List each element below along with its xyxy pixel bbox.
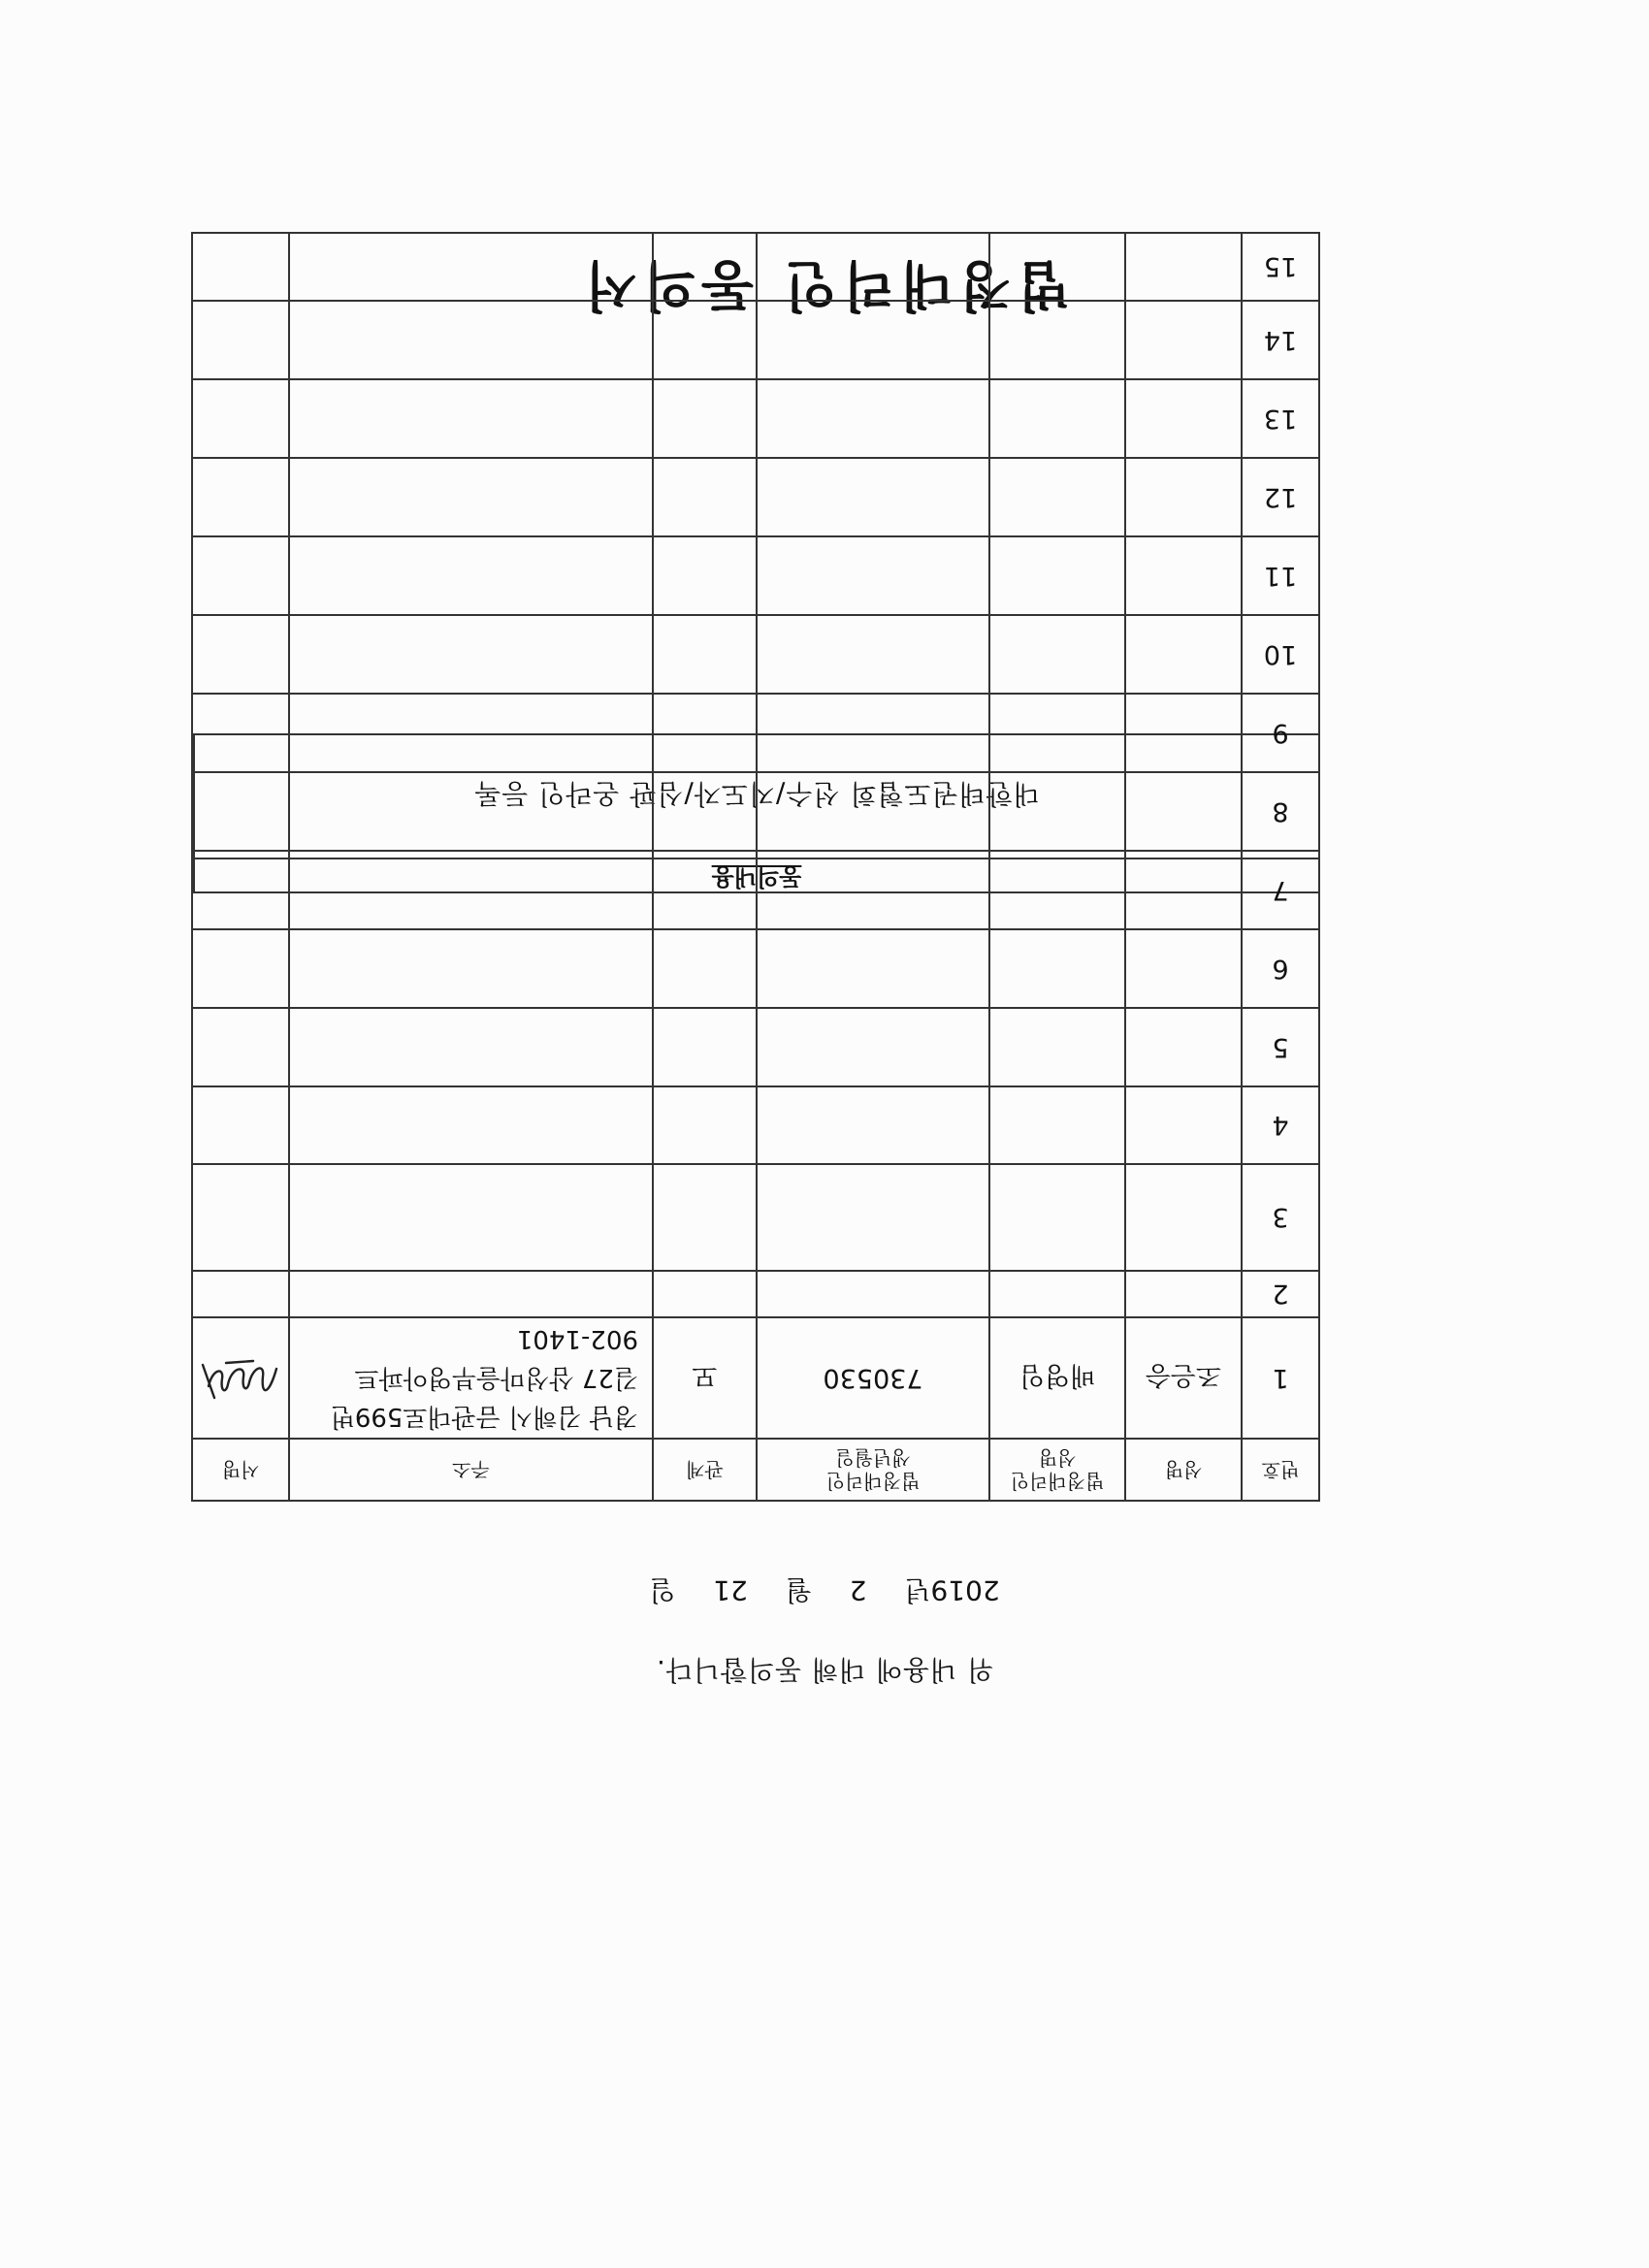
header-name: 성명 bbox=[1125, 1439, 1242, 1501]
row-relation: 모 bbox=[653, 1317, 757, 1439]
header-guardian-name-line2: 성명 bbox=[1038, 1446, 1077, 1470]
date-day: 21 일 bbox=[649, 1574, 748, 1606]
header-guardian-dob-line2: 생년월일 bbox=[835, 1446, 911, 1470]
row-number: 13 bbox=[1242, 379, 1319, 458]
table-row bbox=[192, 458, 1319, 536]
table-row bbox=[192, 615, 1319, 694]
row-guardian-name: 배영임 bbox=[989, 1317, 1125, 1439]
table-row bbox=[192, 301, 1319, 379]
row-number: 15 bbox=[1242, 233, 1319, 301]
table-row bbox=[192, 772, 1319, 851]
header-guardian-name bbox=[989, 1439, 1125, 1501]
header-guardian-dob bbox=[757, 1439, 989, 1501]
table-row bbox=[192, 929, 1319, 1008]
row-number: 1 bbox=[1242, 1317, 1319, 1439]
row-address-line1: 경남 김해시 금관대로599번 bbox=[330, 1402, 638, 1432]
consent-content-text: 대한태권도협회 선수/지도자/심판 온라인 등록 bbox=[473, 778, 1040, 810]
date-month: 2 월 bbox=[785, 1574, 867, 1606]
row-name: 조은승 bbox=[1125, 1317, 1242, 1439]
agreement-statement: 위 내용에 대해 동의합니다. bbox=[655, 1654, 994, 1686]
header-signature: 서명 bbox=[192, 1439, 289, 1501]
header-guardian-name-line1: 법정대리인 bbox=[1010, 1470, 1105, 1493]
row-number: 7 bbox=[1242, 851, 1319, 929]
table-row bbox=[192, 1008, 1319, 1086]
row-number: 12 bbox=[1242, 458, 1319, 536]
handwritten-signature bbox=[195, 1357, 282, 1406]
table-row bbox=[192, 1317, 1319, 1439]
signature-scribble-icon bbox=[195, 1357, 282, 1406]
header-relation: 관계 bbox=[653, 1439, 757, 1501]
table-row bbox=[192, 851, 1319, 929]
table-row bbox=[192, 536, 1319, 615]
row-number: 6 bbox=[1242, 929, 1319, 1008]
table-row bbox=[192, 1271, 1319, 1317]
date-year: 2019년 bbox=[904, 1574, 1000, 1606]
row-address bbox=[289, 1317, 653, 1439]
document-title: 법정대리인 동의서 bbox=[578, 253, 1071, 316]
table-row bbox=[192, 1164, 1319, 1271]
table-header-row bbox=[192, 1439, 1319, 1501]
row-number: 8 bbox=[1242, 772, 1319, 851]
row-number: 11 bbox=[1242, 536, 1319, 615]
table-row bbox=[192, 694, 1319, 772]
row-number: 5 bbox=[1242, 1008, 1319, 1086]
table-row bbox=[192, 1086, 1319, 1164]
row-number: 10 bbox=[1242, 615, 1319, 694]
row-number: 14 bbox=[1242, 301, 1319, 379]
row-signature bbox=[192, 1317, 289, 1439]
row-address-line3: 902-1401 bbox=[516, 1324, 638, 1354]
header-guardian-dob-line1: 법정대리인 bbox=[825, 1470, 921, 1493]
row-number: 2 bbox=[1242, 1271, 1319, 1317]
row-address-line2: 길27 삼성마을부영아파트 bbox=[354, 1363, 638, 1393]
row-number: 9 bbox=[1242, 694, 1319, 772]
row-number: 3 bbox=[1242, 1164, 1319, 1271]
consent-content-header-label: 동의내용 bbox=[711, 863, 802, 891]
row-guardian-dob: 730530 bbox=[757, 1317, 989, 1439]
header-number: 번호 bbox=[1242, 1439, 1319, 1501]
signing-date bbox=[0, 1572, 1649, 1611]
table-row bbox=[192, 233, 1319, 301]
guardian-table bbox=[191, 232, 1320, 1502]
table-row bbox=[192, 379, 1319, 458]
header-address: 주소 bbox=[289, 1439, 653, 1501]
row-number: 4 bbox=[1242, 1086, 1319, 1164]
